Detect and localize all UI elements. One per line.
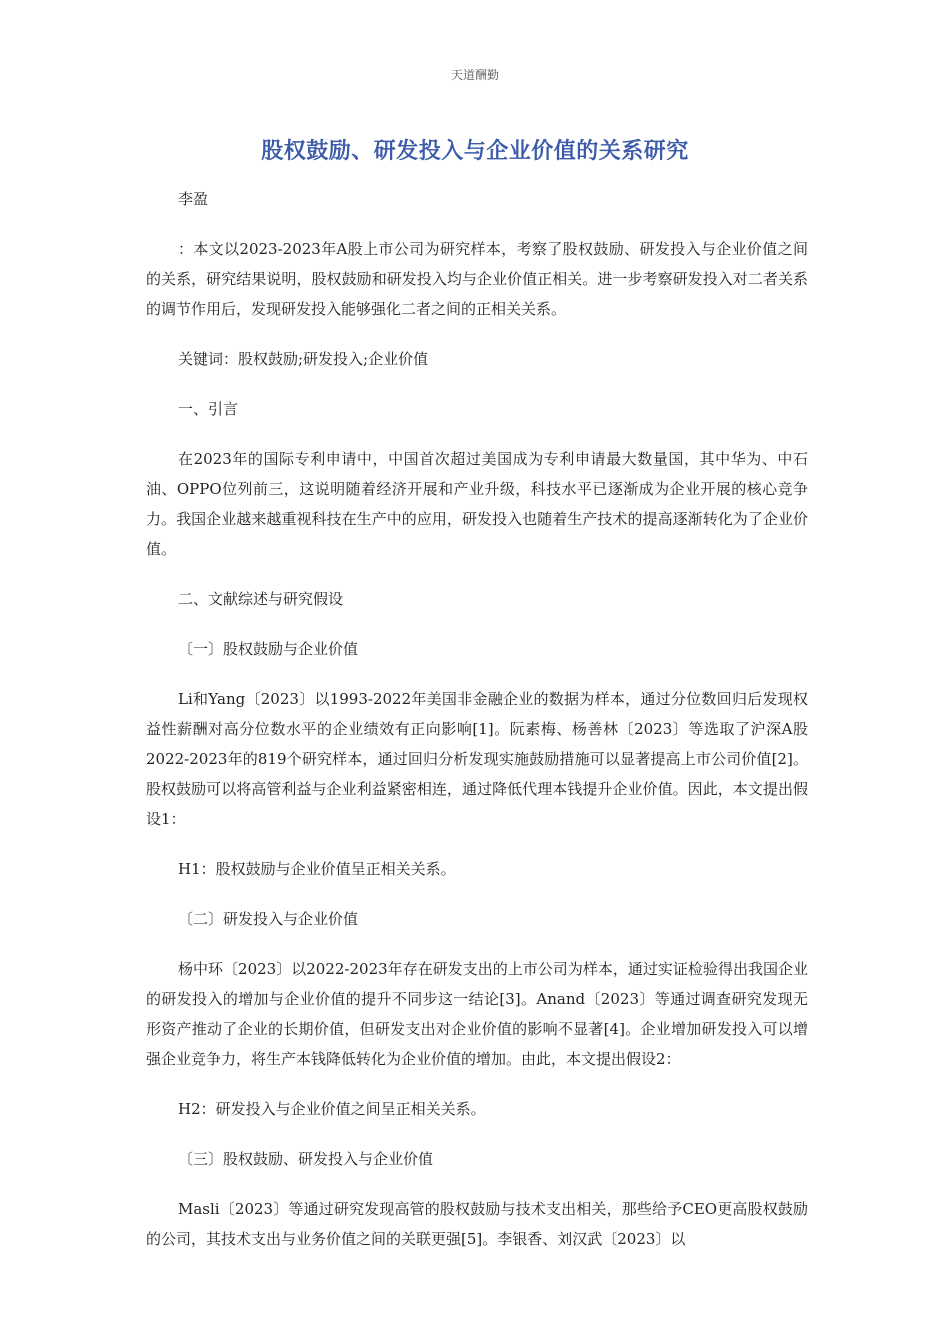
rnd-paragraph: 杨中环〔2023〕以2022-2023年存在研发支出的上市公司为样本，通过实证检验得出我国企业的研发投入的增加与企业价值的提升不同步这一结论[3]。Anand〔2023〕等通过调查研究发现无形资产推动了企业的长期价值，但研发支出对企业价值的影响不显著[4]。企业增加研发投入可以增强企业竞争力，将生产本钱降低转化为企业价值的增加。由此，本文提出假设2：: [146, 960, 808, 1068]
document-title: 股权鼓励、研发投入与企业价值的关系研究: [261, 139, 689, 164]
introduction-paragraph: 在2023年的国际专利申请中，中国首次超过美国成为专利申请最大数量国，其中华为、中石油、OPPO位列前三，这说明随着经济开展和产业升级，科技水平已逐渐成为企业开展的核心竞争力。我国企业越来越重视科技在生产中的应用，研发投入也随着生产技术的提高逐渐转化为了企业价值。: [146, 450, 808, 558]
subsection-heading-combined: 〔三〕股权鼓励、研发投入与企业价值: [178, 1150, 434, 1168]
document-body: [146, 184, 808, 1274]
equity-paragraph: Li和Yang〔2023〕以1993-2022年美国非金融企业的数据为样本，通过分位数回归后发现权益性薪酬对高分位数水平的企业绩效有正向影响[1]。阮素梅、杨善林〔2023〕等选取了沪深A股2022-2023年的819个研究样本，通过回归分析发现实施鼓励措施可以显著提高上市公司价值[2]。股权鼓励可以将高管利益与企业利益紧密相连，通过降低代理本钱提升企业价值。因此，本文提出假设1：: [146, 690, 808, 828]
subsection-heading-equity: 〔一〕股权鼓励与企业价值: [178, 640, 359, 658]
author-name: 李盈: [178, 190, 209, 208]
combined-paragraph: Masli〔2023〕等通过研究发现高管的股权鼓励与技术支出相关，那些给予CEO更高股权鼓励的公司，其技术支出与业务价值之间的关联更强[5]。李银香、刘汉武〔2023〕以: [146, 1200, 808, 1248]
subsection-heading-rnd: 〔二〕研发投入与企业价值: [178, 910, 359, 928]
keywords-line: 关键词：股权鼓励;研发投入;企业价值: [178, 350, 429, 368]
section-heading-introduction: 一、引言: [178, 400, 239, 418]
page-header: 天道酬勤: [450, 68, 499, 82]
abstract-paragraph: ：本文以2023-2023年A股上市公司为研究样本，考察了股权鼓励、研发投入与企业价值之间的关系，研究结果说明，股权鼓励和研发投入均与企业价值正相关。进一步考察研发投入对二者关系的调节作用后，发现研发投入能够强化二者之间的正相关关系。: [146, 240, 808, 318]
hypothesis-2: H2：研发投入与企业价值之间呈正相关关系。: [178, 1100, 486, 1118]
hypothesis-1: H1：股权鼓励与企业价值呈正相关关系。: [178, 860, 456, 878]
section-heading-literature: 二、文献综述与研究假设: [178, 590, 344, 608]
